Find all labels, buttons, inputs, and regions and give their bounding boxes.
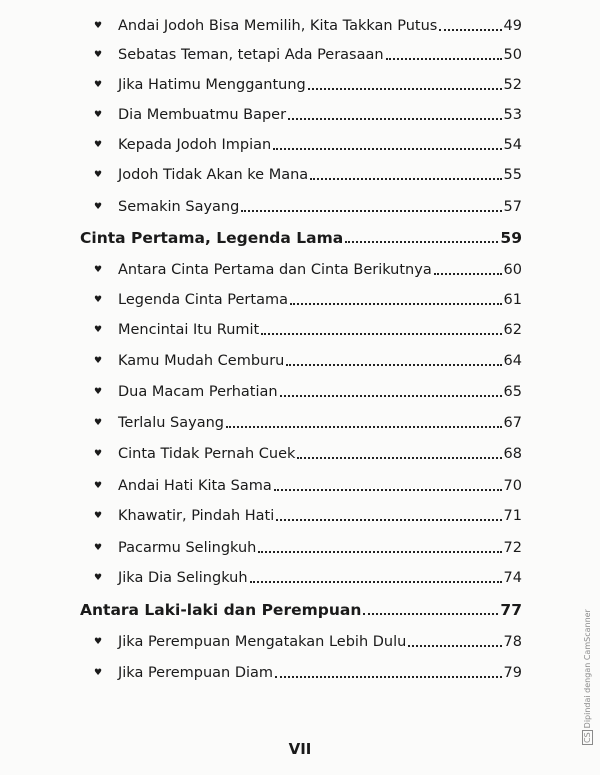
heart-bullet-icon: ♥ [94, 573, 103, 583]
toc-entry-page: 65 [503, 384, 522, 400]
toc-entry-title: Pacarmu Selingkuh [118, 540, 257, 556]
toc-entry-page: 49 [503, 18, 522, 34]
toc-entry-title: Antara Cinta Pertama dan Cinta Berikutnya [118, 262, 432, 278]
toc-entry-title: Cinta Tidak Pernah Cuek [118, 446, 296, 462]
dot-leader [276, 518, 501, 521]
toc-entry-title: Jika Dia Selingkuh [118, 570, 248, 586]
toc-entry-page: 74 [503, 570, 522, 586]
toc-item [94, 534, 522, 558]
dot-leader [250, 580, 502, 583]
toc-item [94, 286, 522, 310]
dot-leader [274, 488, 502, 491]
dot-leader [290, 302, 502, 305]
dot-leader [261, 332, 501, 335]
dot-leader [288, 117, 501, 120]
dot-leader [258, 550, 501, 553]
watermark-text: Dipindai dengan CamScanner [583, 609, 592, 729]
heart-bullet-icon: ♥ [94, 295, 103, 305]
toc-entry-page: 62 [503, 322, 522, 338]
toc-item [94, 564, 522, 588]
toc-entry-page: 57 [503, 199, 522, 215]
toc-entry-page: 64 [503, 353, 522, 369]
toc-entry-page: 72 [503, 540, 522, 556]
dot-leader [408, 644, 501, 647]
toc-entry-page: 60 [503, 262, 522, 278]
heart-bullet-icon: ♥ [94, 170, 103, 180]
toc-item [94, 193, 522, 217]
heart-bullet-icon: ♥ [94, 110, 103, 120]
toc-item [94, 502, 522, 526]
toc-item [94, 472, 522, 496]
toc-item [94, 409, 522, 433]
heart-bullet-icon: ♥ [94, 202, 103, 212]
toc-entry-page: 59 [500, 229, 522, 247]
toc-entry-title: Antara Laki-laki dan Perempuan [80, 601, 362, 619]
heart-bullet-icon: ♥ [94, 418, 103, 428]
toc-entry-page: 79 [503, 665, 522, 681]
toc-item [94, 316, 522, 340]
toc-entry-title: Terlalu Sayang [118, 415, 224, 431]
dot-leader [280, 394, 502, 397]
heart-bullet-icon: ♥ [94, 387, 103, 397]
toc-entry-title: Sebatas Teman, tetapi Ada Perasaan [118, 47, 384, 63]
toc-entry-title: Kamu Mudah Cemburu [118, 353, 285, 369]
dot-leader [363, 612, 498, 615]
toc-item [94, 347, 522, 371]
camscanner-watermark [583, 609, 592, 745]
toc-entry-title: Jika Hatimu Menggantung [118, 77, 306, 93]
toc-item [94, 71, 522, 95]
toc-entry-title: Jodoh Tidak Akan ke Mana [118, 167, 309, 183]
toc-entry-page: 61 [503, 292, 522, 308]
toc-entry-title: Andai Hati Kita Sama [118, 478, 272, 494]
heart-bullet-icon: ♥ [94, 325, 103, 335]
dot-leader [434, 272, 502, 275]
toc-entry-page: 78 [503, 634, 522, 650]
toc-entry-title: Semakin Sayang [118, 199, 240, 215]
toc-entry-title: Khawatir, Pindah Hati [118, 508, 275, 524]
heart-bullet-icon: ♥ [94, 637, 103, 647]
toc-entry-page: 77 [500, 601, 522, 619]
toc-entry-page: 71 [503, 508, 522, 524]
toc-item [94, 440, 522, 464]
heart-bullet-icon: ♥ [94, 50, 103, 60]
toc-entry-title: Legenda Cinta Pertama [118, 292, 288, 308]
dot-leader [275, 675, 501, 678]
toc-item [94, 256, 522, 280]
heart-bullet-icon: ♥ [94, 543, 103, 553]
toc-entry-page: 50 [503, 47, 522, 63]
toc-entry-page: 53 [503, 107, 522, 123]
heart-bullet-icon: ♥ [94, 668, 103, 678]
dot-leader [241, 209, 501, 212]
page-number-footer: VII [288, 740, 312, 758]
toc-entry-title: Dua Macam Perhatian [118, 384, 278, 400]
dot-leader [439, 28, 501, 31]
toc-entry-page: 54 [503, 137, 522, 153]
toc-item [94, 628, 522, 652]
toc-entry-page: 67 [503, 415, 522, 431]
toc-entry-title: Jika Perempuan Diam [118, 665, 274, 681]
toc-entry-page: 52 [503, 77, 522, 93]
toc-heading [80, 224, 522, 248]
toc-entry-title: Andai Jodoh Bisa Memilih, Kita Takkan Putus [118, 18, 438, 34]
toc-item [94, 131, 522, 155]
dot-leader [310, 177, 501, 180]
toc-entry-title: Jika Perempuan Mengatakan Lebih Dulu [118, 634, 407, 650]
toc-item [94, 161, 522, 185]
toc-item [94, 41, 522, 65]
heart-bullet-icon: ♥ [94, 80, 103, 90]
heart-bullet-icon: ♥ [94, 140, 103, 150]
heart-bullet-icon: ♥ [94, 481, 103, 491]
toc-entry-page: 70 [503, 478, 522, 494]
heart-bullet-icon: ♥ [94, 449, 103, 459]
toc-entry-title: Mencintai Itu Rumit [118, 322, 260, 338]
dot-leader [286, 363, 501, 366]
dot-leader [386, 57, 502, 60]
toc-entry-title: Dia Membuatmu Baper [118, 107, 287, 123]
toc-item [94, 101, 522, 125]
toc-entry-title: Cinta Pertama, Legenda Lama [80, 229, 344, 247]
toc-item [94, 12, 522, 36]
toc-item [94, 659, 522, 683]
toc-entry-page: 68 [503, 446, 522, 462]
dot-leader [297, 456, 501, 459]
heart-bullet-icon: ♥ [94, 265, 103, 275]
dot-leader [345, 240, 498, 243]
toc-item [94, 378, 522, 402]
dot-leader [226, 425, 502, 428]
toc-heading [80, 596, 522, 620]
heart-bullet-icon: ♥ [94, 356, 103, 366]
dot-leader [273, 147, 501, 150]
toc-entry-page: 55 [503, 167, 522, 183]
heart-bullet-icon: ♥ [94, 21, 103, 31]
camscanner-logo-icon: CS [583, 732, 592, 743]
heart-bullet-icon: ♥ [94, 511, 103, 521]
dot-leader [308, 87, 502, 90]
toc-entry-title: Kepada Jodoh Impian [118, 137, 272, 153]
